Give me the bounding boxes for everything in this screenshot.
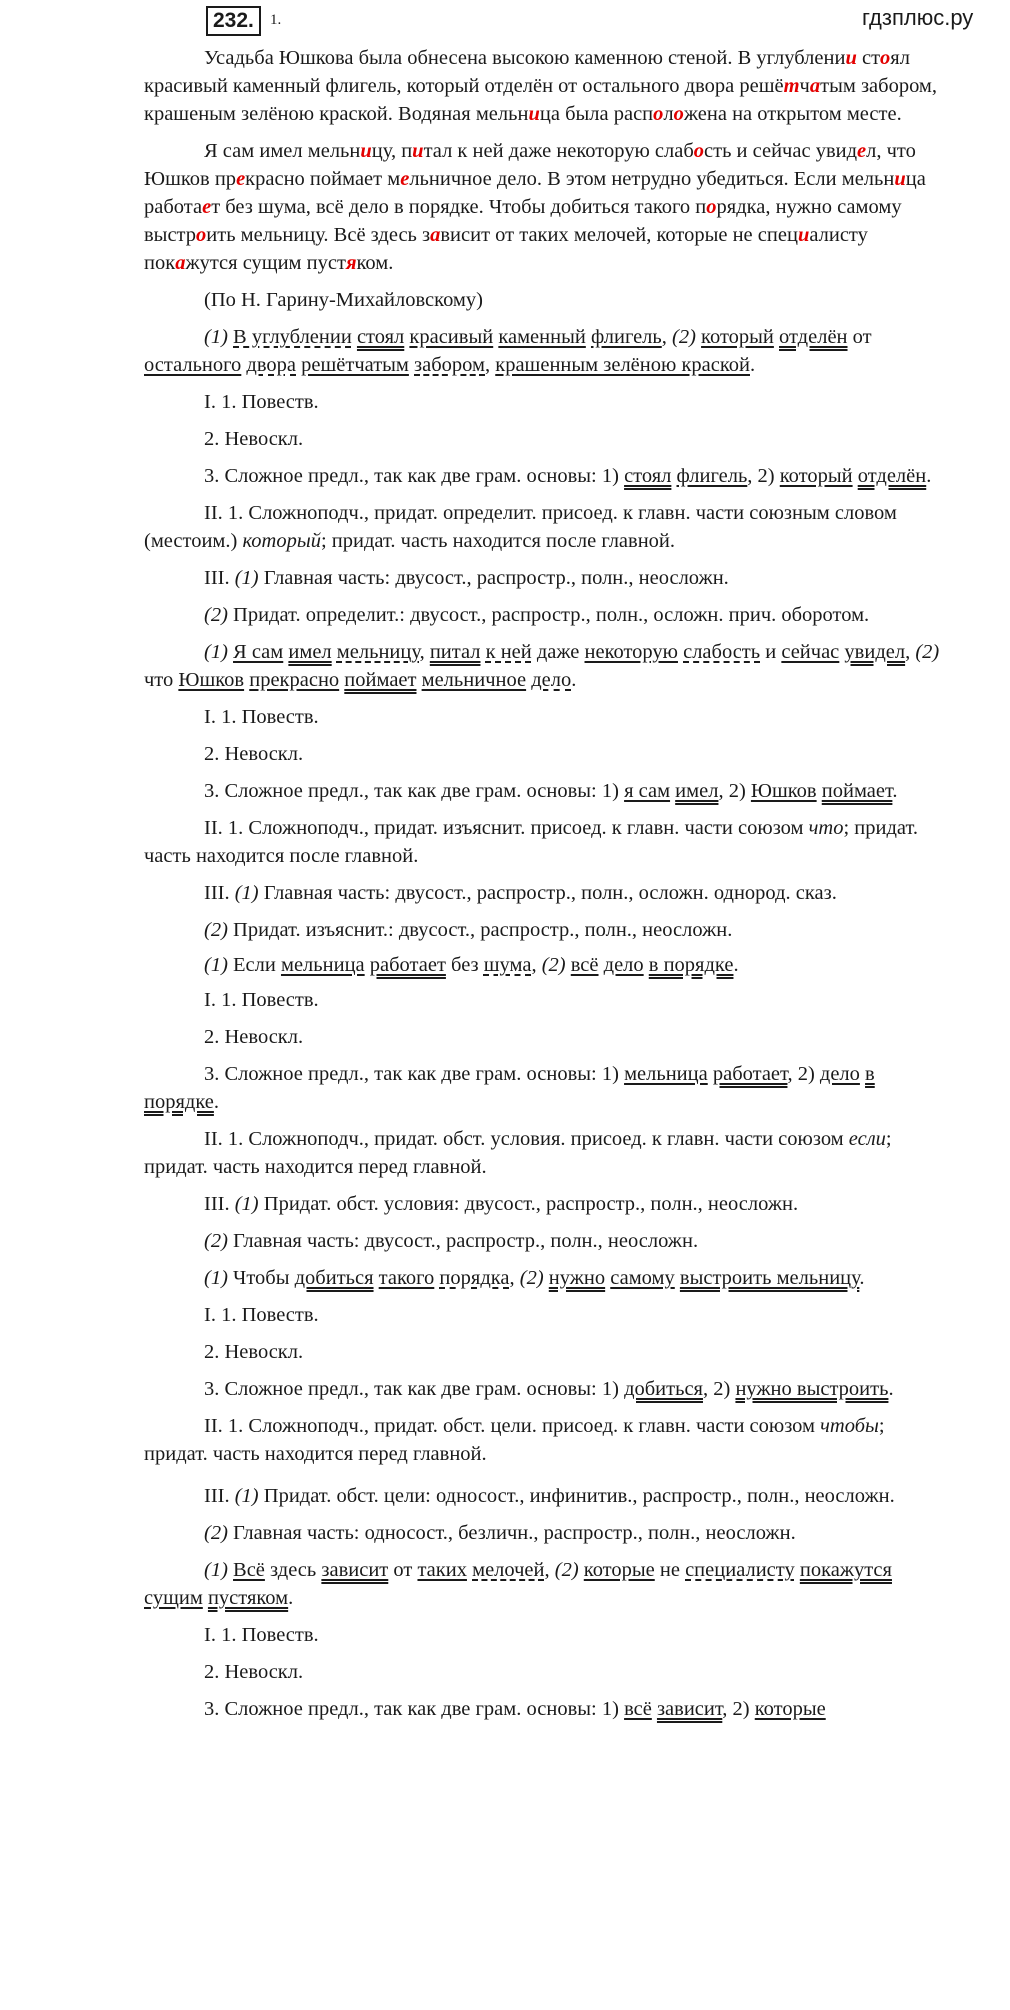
analysis-3-line-2: 2. Невоскл. bbox=[204, 1026, 304, 1048]
analysis-2-line-2: 2. Невоскл. bbox=[204, 743, 304, 765]
analysis-2-section-iii-1: III. (1) Главная часть: двусост., распростр., полн., осложн. однород. сказ. bbox=[204, 882, 837, 904]
analysis-4-section-iii-1: III. (1) Придат. обст. цели: односост., инфинитив., распростр., полн., неосложн. bbox=[204, 1485, 895, 1507]
analysis-1-sentence: (1) В углублении стоял красивый каменный флигель, (2) который отделён от остального двора решётчатым забором, крашенным зелёною краской. bbox=[144, 326, 872, 376]
analysis-4-sentence: (1) Чтобы добиться такого порядка, (2) нужно самому выстроить мельницу. bbox=[204, 1267, 865, 1289]
analysis-4-line-1: I. 1. Повеств. bbox=[204, 1304, 319, 1326]
page-header bbox=[0, 0, 1010, 40]
exercise-number: 232. bbox=[206, 6, 261, 36]
analysis-1-line-2: 2. Невоскл. bbox=[204, 428, 304, 450]
analysis-4-section-ii: II. 1. Сложноподч., придат. обст. цели. присоед. к главн. части союзом чтобы; придат. часть находится перед главной. bbox=[144, 1415, 885, 1465]
analysis-2-section-ii: II. 1. Сложноподч., придат. изъяснит. присоед. к главн. части союзом что; придат. часть находится после главной. bbox=[144, 817, 919, 867]
analysis-1-section-ii: II. 1. Сложноподч., придат. определит. присоед. к главн. части союзным словом (местоим.) который; придат. часть находится после главной. bbox=[144, 502, 897, 552]
source-paragraph-1: Усадьба Юшкова была обнесена высокою каменною стеной. В углублении стоял красивый каменный флигель, который отделён от остального двора решётчатым забором, крашеным зелёною краской. Водяная мельница была расположена на открытом месте. bbox=[144, 47, 938, 125]
source-attribution: (По Н. Гарину-Михайловскому) bbox=[204, 289, 483, 311]
analysis-5-line-2: 2. Невоскл. bbox=[204, 1661, 304, 1683]
analysis-5-sentence: (1) Всё здесь зависит от таких мелочей, (2) которые не специалисту покажутся сущим пустяком. bbox=[144, 1559, 892, 1609]
analysis-4-line-3: 3. Сложное предл., так как две грам. основы: 1) добиться, 2) нужно выстроить. bbox=[204, 1378, 894, 1400]
analysis-3-line-1: I. 1. Повеств. bbox=[204, 989, 319, 1011]
exercise-content bbox=[144, 44, 944, 1732]
analysis-1-line-3: 3. Сложное предл., так как две грам. основы: 1) стоял флигель, 2) который отделён. bbox=[204, 465, 932, 487]
source-paragraph-2: Я сам имел мельницу, питал к ней даже некоторую слабость и сейчас увидел, что Юшков прекрасно поймает мельничное дело. В этом нетрудно убедиться. Если мельница работает без шума, всё дело в порядке. Чтобы добиться такого порядка, нужно самому выстроить мельницу. Всё здесь зависит от таких мелочей, которые не специалисту покажутся сущим пустяком. bbox=[144, 140, 926, 274]
analysis-2-section-iii-2: (2) Придат. изъяснит.: двусост., распростр., полн., неосложн. bbox=[204, 919, 733, 941]
analysis-4-line-2: 2. Невоскл. bbox=[204, 1341, 304, 1363]
analysis-5-line-3: 3. Сложное предл., так как две грам. основы: 1) всё зависит, 2) которые bbox=[204, 1698, 826, 1720]
analysis-2-line-1: I. 1. Повеств. bbox=[204, 706, 319, 728]
analysis-3-section-ii: II. 1. Сложноподч., придат. обст. условия. присоед. к главн. части союзом если; придат. часть находится перед главной. bbox=[144, 1128, 892, 1178]
site-watermark: гдзплюс.ру bbox=[862, 5, 974, 30]
analysis-3-line-3: 3. Сложное предл., так как две грам. основы: 1) мельница работает, 2) дело в порядке. bbox=[144, 1063, 875, 1113]
analysis-3-sentence: (1) Если мельница работает без шума, (2) всё дело в порядке. bbox=[204, 954, 739, 976]
analysis-4-section-iii-2: (2) Главная часть: односост., безличн., распростр., полн., неосложн. bbox=[204, 1522, 796, 1544]
analysis-1-section-iii-2: (2) Придат. определит.: двусост., распростр., полн., осложн. прич. оборотом. bbox=[204, 604, 870, 626]
analysis-1-section-iii-1: III. (1) Главная часть: двусост., распростр., полн., неосложн. bbox=[204, 567, 729, 589]
analysis-2-line-3: 3. Сложное предл., так как две грам. основы: 1) я сам имел, 2) Юшков поймает. bbox=[204, 780, 898, 802]
analysis-5-line-1: I. 1. Повеств. bbox=[204, 1624, 319, 1646]
analysis-1-line-1: I. 1. Повеств. bbox=[204, 391, 319, 413]
analysis-2-sentence: (1) Я сам имел мельницу, питал к ней даже некоторую слабость и сейчас увидел, (2) что Юшков прекрасно поймает мельничное дело. bbox=[144, 641, 940, 691]
exercise-sub-number: 1. bbox=[270, 12, 282, 28]
analysis-3-section-iii-1: III. (1) Придат. обст. условия: двусост., распростр., полн., неосложн. bbox=[204, 1193, 799, 1215]
analysis-3-section-iii-2: (2) Главная часть: двусост., распростр., полн., неосложн. bbox=[204, 1230, 699, 1252]
